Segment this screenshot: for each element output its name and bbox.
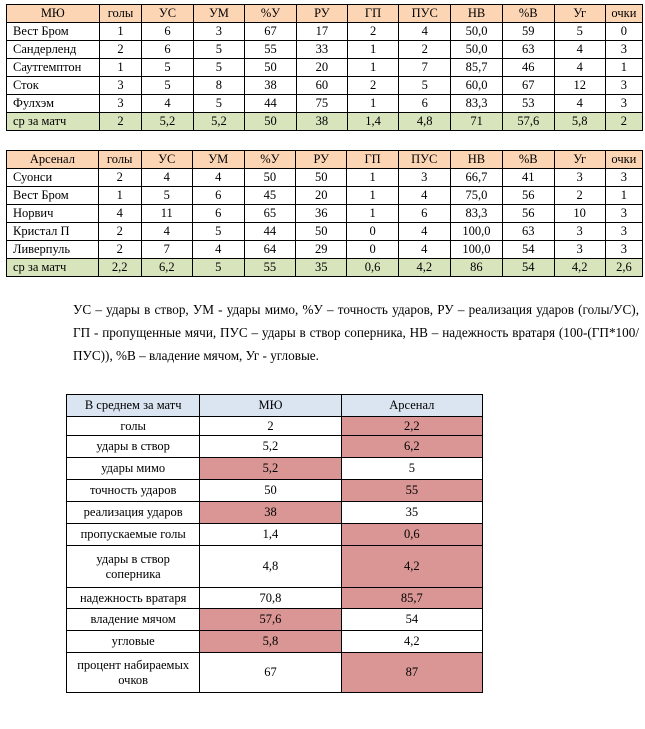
stat-cell: 4 [399, 23, 451, 41]
team-name-cell: Норвич [7, 205, 99, 223]
team-name-cell: Саутгемптон [7, 59, 100, 77]
stat-cell: 6 [192, 205, 244, 223]
table-row [7, 95, 643, 113]
stat-cell: 3 [605, 169, 642, 187]
summary-metric-label: владение мячом [67, 609, 200, 631]
stat-cell: 36 [296, 205, 347, 223]
table-row [7, 59, 643, 77]
stat-cell: 100,0 [450, 241, 502, 259]
stat-cell: 44 [245, 95, 297, 113]
column-header: РУ [296, 151, 347, 169]
stat-cell: 60,0 [451, 77, 503, 95]
summary-header: Арсенал [341, 395, 482, 417]
summary-arsenal-value: 55 [341, 480, 482, 502]
team-name-cell: Ливерпуль [7, 241, 99, 259]
stat-cell: 4 [142, 95, 193, 113]
stat-cell: 11 [141, 205, 192, 223]
stat-cell: 50 [296, 223, 347, 241]
average-cell: 35 [296, 259, 347, 277]
average-cell: 2 [99, 113, 142, 131]
stat-cell: 4 [98, 205, 141, 223]
stat-cell: 55 [245, 41, 297, 59]
stat-cell: 1 [347, 95, 398, 113]
average-label: ср за матч [7, 113, 100, 131]
stat-cell: 5 [193, 95, 245, 113]
summary-arsenal-value: 6,2 [341, 436, 482, 458]
stat-cell: 44 [244, 223, 296, 241]
table-row [7, 23, 643, 41]
summary-mu-value: 5,2 [200, 458, 341, 480]
column-header: очки [605, 5, 642, 23]
average-cell: 5 [192, 259, 244, 277]
column-header: ПУС [398, 151, 450, 169]
average-cell: 4,2 [398, 259, 450, 277]
summary-arsenal-value: 4,2 [341, 546, 482, 588]
column-header: очки [605, 151, 642, 169]
abbreviations-legend: УС – удары в створ, УМ - удары мимо, %У – точность ударов, РУ – реализация ударов (голы/УС), ГП - пропущенные мячи, ПУС – удары в створ соперника, НВ – надежность вратаря (100-(ГП*100/ПУС)), %В – владение мячом, Уг - угловые. [73, 302, 639, 363]
stat-cell: 4 [192, 241, 244, 259]
average-cell: 2,2 [98, 259, 141, 277]
stat-cell: 5 [142, 77, 193, 95]
average-cell: 2,6 [605, 259, 642, 277]
stat-cell: 56 [502, 187, 554, 205]
team-name-cell: Фулхэм [7, 95, 100, 113]
stat-cell: 54 [502, 241, 554, 259]
column-header: %В [502, 151, 554, 169]
stat-cell: 6 [399, 95, 451, 113]
stat-cell: 20 [296, 187, 347, 205]
stat-cell: 1 [99, 59, 142, 77]
stat-cell: 3 [554, 241, 605, 259]
stat-cell: 7 [399, 59, 451, 77]
stat-cell: 4 [141, 169, 192, 187]
summary-metric-label: голы [67, 417, 200, 436]
summary-arsenal-value: 87 [341, 653, 482, 693]
stat-cell: 3 [193, 23, 245, 41]
stat-cell: 1 [347, 59, 398, 77]
table-row [7, 77, 643, 95]
column-header: Уг [554, 151, 605, 169]
column-header: ГП [347, 151, 398, 169]
stat-cell: 5 [142, 59, 193, 77]
summary-header-row [67, 395, 483, 417]
summary-metric-label: пропускаемые голы [67, 524, 200, 546]
summary-row [67, 458, 483, 480]
stat-cell: 0 [347, 241, 398, 259]
stat-cell: 33 [296, 41, 347, 59]
summary-row [67, 588, 483, 609]
stat-cell: 5 [141, 187, 192, 205]
summary-mu-value: 4,8 [200, 546, 341, 588]
stat-cell: 3 [605, 41, 642, 59]
stat-cell: 3 [398, 169, 450, 187]
table-row [7, 169, 643, 187]
stat-cell: 6 [142, 41, 193, 59]
team-name-cell: Кристал П [7, 223, 99, 241]
stat-cell: 1 [347, 169, 398, 187]
stat-cell: 3 [99, 95, 142, 113]
summary-row [67, 480, 483, 502]
summary-metric-label: точность ударов [67, 480, 200, 502]
stat-cell: 63 [502, 223, 554, 241]
stat-cell: 10 [554, 205, 605, 223]
stat-cell: 67 [502, 77, 554, 95]
summary-mu-value: 67 [200, 653, 341, 693]
average-row [7, 113, 643, 131]
summary-mu-value: 50 [200, 480, 341, 502]
team-name-cell: Сток [7, 77, 100, 95]
stat-cell: 1 [347, 205, 398, 223]
stat-cell: 75 [296, 95, 347, 113]
stat-cell: 29 [296, 241, 347, 259]
stat-cell: 65 [244, 205, 296, 223]
stat-cell: 50,0 [451, 23, 503, 41]
stat-cell: 75,0 [450, 187, 502, 205]
stat-cell: 4 [554, 41, 605, 59]
stat-cell: 38 [245, 77, 297, 95]
stat-cell: 3 [554, 169, 605, 187]
column-header: Уг [554, 5, 605, 23]
stat-cell: 100,0 [450, 223, 502, 241]
stat-cell: 0 [347, 223, 398, 241]
stat-cell: 56 [502, 205, 554, 223]
stat-cell: 0 [605, 23, 642, 41]
stat-cell: 5 [554, 23, 605, 41]
stat-cell: 64 [244, 241, 296, 259]
stat-cell: 2 [98, 223, 141, 241]
team-name-cell: Вест Бром [7, 187, 99, 205]
summary-header: В среднем за матч [67, 395, 200, 417]
summary-row [67, 653, 483, 693]
average-cell: 57,6 [502, 113, 554, 131]
stat-cell: 2 [347, 77, 398, 95]
column-header: УМ [192, 151, 244, 169]
summary-metric-label: угловые [67, 631, 200, 653]
column-header: Арсенал [7, 151, 99, 169]
team-name-cell: Сандерленд [7, 41, 100, 59]
column-header: голы [98, 151, 141, 169]
stat-cell: 50 [245, 59, 297, 77]
stat-cell: 1 [347, 187, 398, 205]
summary-header: МЮ [200, 395, 341, 417]
summary-metric-label: реализация ударов [67, 502, 200, 524]
average-cell: 86 [450, 259, 502, 277]
stat-cell: 3 [554, 223, 605, 241]
stat-cell: 3 [605, 205, 642, 223]
stat-cell: 6 [192, 187, 244, 205]
average-cell: 4,8 [399, 113, 451, 131]
stat-cell: 59 [502, 23, 554, 41]
stat-cell: 4 [398, 187, 450, 205]
stat-cell: 3 [605, 223, 642, 241]
average-row [7, 259, 643, 277]
stat-cell: 67 [245, 23, 297, 41]
average-cell: 5,2 [193, 113, 245, 131]
stat-cell: 4 [398, 241, 450, 259]
team-name-cell: Вест Бром [7, 23, 100, 41]
average-label: ср за матч [7, 259, 99, 277]
summary-arsenal-value: 0,6 [341, 524, 482, 546]
summary-row [67, 524, 483, 546]
stat-cell: 41 [502, 169, 554, 187]
average-cell: 1,4 [347, 113, 398, 131]
column-header: НВ [450, 151, 502, 169]
average-cell: 0,6 [347, 259, 398, 277]
stat-cell: 83,3 [450, 205, 502, 223]
summary-row [67, 502, 483, 524]
header-row [7, 5, 643, 23]
stat-cell: 1 [605, 187, 642, 205]
column-header: ПУС [399, 5, 451, 23]
summary-row [67, 417, 483, 436]
stat-cell: 3 [99, 77, 142, 95]
column-header: УС [141, 151, 192, 169]
stat-cell: 3 [605, 95, 642, 113]
summary-metric-label: удары в створ соперника [67, 546, 200, 588]
table-row [7, 241, 643, 259]
stat-cell: 66,7 [450, 169, 502, 187]
column-header: НВ [451, 5, 503, 23]
stat-cell: 63 [502, 41, 554, 59]
summary-mu-value: 70,8 [200, 588, 341, 609]
summary-row [67, 609, 483, 631]
table-row [7, 187, 643, 205]
stat-cell: 83,3 [451, 95, 503, 113]
column-header: %У [245, 5, 297, 23]
team-name-cell: Суонси [7, 169, 99, 187]
column-header: %В [502, 5, 554, 23]
stat-cell: 2 [554, 187, 605, 205]
column-header: УМ [193, 5, 245, 23]
stat-cell: 8 [193, 77, 245, 95]
average-cell: 71 [451, 113, 503, 131]
summary-metric-label: процент набираемых очков [67, 653, 200, 693]
stat-cell: 2 [99, 41, 142, 59]
stat-cell: 20 [296, 59, 347, 77]
summary-metric-label: удары в створ [67, 436, 200, 458]
stat-cell: 5 [399, 77, 451, 95]
summary-arsenal-value: 4,2 [341, 631, 482, 653]
average-cell: 55 [244, 259, 296, 277]
stat-cell: 6 [398, 205, 450, 223]
column-header: РУ [296, 5, 347, 23]
column-header: ГП [347, 5, 398, 23]
summary-mu-value: 38 [200, 502, 341, 524]
column-header: УС [142, 5, 193, 23]
column-header: %У [244, 151, 296, 169]
summary-mu-value: 1,4 [200, 524, 341, 546]
stat-cell: 17 [296, 23, 347, 41]
summary-row [67, 546, 483, 588]
header-row [7, 151, 643, 169]
stat-cell: 7 [141, 241, 192, 259]
average-cell: 5,8 [554, 113, 605, 131]
average-cell: 5,2 [142, 113, 193, 131]
average-cell: 2 [605, 113, 642, 131]
stat-cell: 1 [98, 187, 141, 205]
average-cell: 50 [245, 113, 297, 131]
average-cell: 38 [296, 113, 347, 131]
summary-arsenal-value: 85,7 [341, 588, 482, 609]
summary-mu-value: 2 [200, 417, 341, 436]
column-header: МЮ [7, 5, 100, 23]
stat-cell: 4 [554, 95, 605, 113]
average-cell: 54 [502, 259, 554, 277]
stat-cell: 1 [605, 59, 642, 77]
stat-cell: 50 [296, 169, 347, 187]
stat-cell: 50,0 [451, 41, 503, 59]
stat-cell: 6 [142, 23, 193, 41]
stat-cell: 2 [98, 241, 141, 259]
stat-cell: 1 [347, 41, 398, 59]
stat-cell: 3 [605, 241, 642, 259]
mu-stats-table [6, 4, 643, 131]
summary-arsenal-value: 35 [341, 502, 482, 524]
stat-cell: 5 [192, 223, 244, 241]
column-header: голы [99, 5, 142, 23]
stat-cell: 4 [554, 59, 605, 77]
stat-cell: 2 [399, 41, 451, 59]
stat-cell: 2 [347, 23, 398, 41]
stat-cell: 45 [244, 187, 296, 205]
summary-arsenal-value: 5 [341, 458, 482, 480]
stat-cell: 46 [502, 59, 554, 77]
stat-cell: 4 [398, 223, 450, 241]
stat-cell: 3 [605, 77, 642, 95]
summary-metric-label: надежность вратаря [67, 588, 200, 609]
average-cell: 4,2 [554, 259, 605, 277]
table-row [7, 205, 643, 223]
stat-cell: 50 [244, 169, 296, 187]
stat-cell: 2 [98, 169, 141, 187]
stat-cell: 1 [99, 23, 142, 41]
summary-metric-label: удары мимо [67, 458, 200, 480]
summary-arsenal-value: 2,2 [341, 417, 482, 436]
summary-mu-value: 57,6 [200, 609, 341, 631]
stat-cell: 5 [193, 41, 245, 59]
stat-cell: 12 [554, 77, 605, 95]
summary-row [67, 631, 483, 653]
table-row [7, 223, 643, 241]
summary-mu-value: 5,2 [200, 436, 341, 458]
summary-arsenal-value: 54 [341, 609, 482, 631]
summary-mu-value: 5,8 [200, 631, 341, 653]
average-cell: 6,2 [141, 259, 192, 277]
stat-cell: 53 [502, 95, 554, 113]
summary-row [67, 436, 483, 458]
stat-cell: 85,7 [451, 59, 503, 77]
stat-cell: 60 [296, 77, 347, 95]
table-row [7, 41, 643, 59]
stat-cell: 4 [141, 223, 192, 241]
arsenal-stats-table [6, 150, 643, 277]
stat-cell: 4 [192, 169, 244, 187]
summary-table [66, 394, 483, 693]
stat-cell: 5 [193, 59, 245, 77]
